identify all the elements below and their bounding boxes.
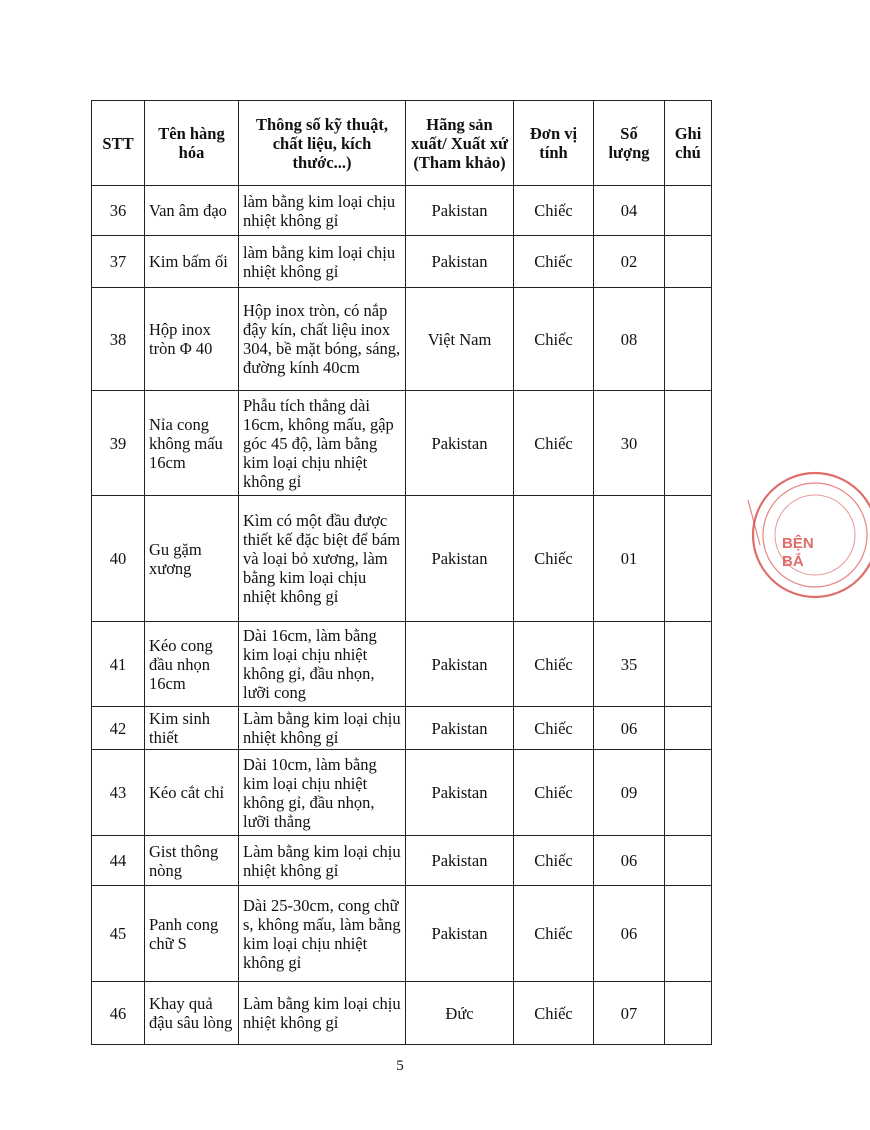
- cell-unit: Chiếc: [514, 750, 594, 836]
- cell-qty: 06: [594, 836, 665, 886]
- cell-stt: 46: [92, 982, 145, 1045]
- table-row: [92, 186, 712, 236]
- cell-note: [665, 391, 712, 496]
- cell-stt: 39: [92, 391, 145, 496]
- header-spec: Thông số kỹ thuật, chất liệu, kích thước...): [239, 101, 406, 186]
- cell-qty: 01: [594, 496, 665, 622]
- cell-brand: Pakistan: [406, 707, 514, 750]
- cell-note: [665, 496, 712, 622]
- cell-brand: Pakistan: [406, 836, 514, 886]
- cell-name: Kim sinh thiết: [145, 707, 239, 750]
- cell-unit: Chiếc: [514, 982, 594, 1045]
- table-row: [92, 236, 712, 288]
- cell-spec: làm bằng kim loại chịu nhiệt không gỉ: [239, 236, 406, 288]
- cell-unit: Chiếc: [514, 496, 594, 622]
- cell-name: Kéo cắt chỉ: [145, 750, 239, 836]
- cell-name: Panh cong chữ S: [145, 886, 239, 982]
- cell-spec: Dài 25-30cm, cong chữ s, không mấu, làm bằng kim loại chịu nhiệt không gỉ: [239, 886, 406, 982]
- cell-stt: 43: [92, 750, 145, 836]
- cell-name: Van âm đạo: [145, 186, 239, 236]
- cell-stt: 44: [92, 836, 145, 886]
- table-row: [92, 288, 712, 391]
- cell-spec: Kìm có một đầu được thiết kế đặc biệt để bám và loại bỏ xương, làm bằng kim loại chịu nhiệt không gỉ: [239, 496, 406, 622]
- cell-spec: Hộp inox tròn, có nắp đậy kín, chất liệu inox 304, bề mặt bóng, sáng, đường kính 40cm: [239, 288, 406, 391]
- table-row: [92, 496, 712, 622]
- cell-brand: Pakistan: [406, 750, 514, 836]
- header-qty: Số lượng: [594, 101, 665, 186]
- cell-qty: 30: [594, 391, 665, 496]
- cell-stt: 36: [92, 186, 145, 236]
- cell-brand: Việt Nam: [406, 288, 514, 391]
- cell-brand: Pakistan: [406, 391, 514, 496]
- cell-unit: Chiếc: [514, 836, 594, 886]
- cell-qty: 02: [594, 236, 665, 288]
- cell-unit: Chiếc: [514, 186, 594, 236]
- header-brand: Hãng sản xuất/ Xuất xứ (Tham khảo): [406, 101, 514, 186]
- cell-stt: 38: [92, 288, 145, 391]
- cell-note: [665, 186, 712, 236]
- cell-name: Kim bấm ối: [145, 236, 239, 288]
- header-stt: STT: [92, 101, 145, 186]
- cell-spec: Làm bằng kim loại chịu nhiệt không gỉ: [239, 707, 406, 750]
- table-row: [92, 707, 712, 750]
- cell-note: [665, 288, 712, 391]
- cell-qty: 09: [594, 750, 665, 836]
- goods-table: [91, 100, 712, 1045]
- cell-brand: Pakistan: [406, 236, 514, 288]
- cell-brand: Pakistan: [406, 886, 514, 982]
- cell-spec: Dài 10cm, làm bằng kim loại chịu nhiệt không gỉ, đầu nhọn, lưỡi thẳng: [239, 750, 406, 836]
- svg-text:BẮ: BẮ: [782, 553, 804, 570]
- cell-spec: Làm bằng kim loại chịu nhiệt không gỉ: [239, 836, 406, 886]
- table-row: [92, 886, 712, 982]
- page-number: 5: [396, 1058, 404, 1074]
- table-row: [92, 622, 712, 707]
- cell-stt: 42: [92, 707, 145, 750]
- cell-note: [665, 750, 712, 836]
- cell-stt: 45: [92, 886, 145, 982]
- header-unit: Đơn vị tính: [514, 101, 594, 186]
- cell-name: Gist thông nòng: [145, 836, 239, 886]
- cell-note: [665, 707, 712, 750]
- cell-unit: Chiếc: [514, 886, 594, 982]
- cell-name: Gu gặm xương: [145, 496, 239, 622]
- cell-note: [665, 622, 712, 707]
- cell-brand: Đức: [406, 982, 514, 1045]
- cell-note: [665, 836, 712, 886]
- cell-spec: Làm bằng kim loại chịu nhiệt không gỉ: [239, 982, 406, 1045]
- cell-unit: Chiếc: [514, 288, 594, 391]
- header-note: Ghi chú: [665, 101, 712, 186]
- table-header-row: [92, 101, 712, 186]
- cell-stt: 37: [92, 236, 145, 288]
- cell-qty: 04: [594, 186, 665, 236]
- table-row: [92, 982, 712, 1045]
- header-name: Tên hàng hóa: [145, 101, 239, 186]
- cell-note: [665, 982, 712, 1045]
- svg-text:BỆN: BỆN: [782, 535, 814, 552]
- cell-note: [665, 236, 712, 288]
- cell-unit: Chiếc: [514, 707, 594, 750]
- cell-stt: 40: [92, 496, 145, 622]
- cell-unit: Chiếc: [514, 391, 594, 496]
- cell-brand: Pakistan: [406, 622, 514, 707]
- cell-spec: Phẫu tích thẳng dài 16cm, không mấu, gập góc 45 độ, làm bằng kim loại chịu nhiệt không gỉ: [239, 391, 406, 496]
- cell-qty: 06: [594, 886, 665, 982]
- cell-unit: Chiếc: [514, 622, 594, 707]
- cell-name: Khay quả đậu sâu lòng: [145, 982, 239, 1045]
- table-row: [92, 750, 712, 836]
- cell-qty: 07: [594, 982, 665, 1045]
- cell-note: [665, 886, 712, 982]
- cell-unit: Chiếc: [514, 236, 594, 288]
- official-seal-stamp: [740, 470, 870, 600]
- cell-qty: 35: [594, 622, 665, 707]
- cell-brand: Pakistan: [406, 186, 514, 236]
- cell-brand: Pakistan: [406, 496, 514, 622]
- cell-name: Nỉa cong không mấu 16cm: [145, 391, 239, 496]
- cell-name: Kéo cong đầu nhọn 16cm: [145, 622, 239, 707]
- cell-stt: 41: [92, 622, 145, 707]
- cell-name: Hộp inox tròn Φ 40: [145, 288, 239, 391]
- cell-spec: Dài 16cm, làm bằng kim loại chịu nhiệt không gỉ, đầu nhọn, lưỡi cong: [239, 622, 406, 707]
- cell-spec: làm bằng kim loại chịu nhiệt không gỉ: [239, 186, 406, 236]
- cell-qty: 06: [594, 707, 665, 750]
- table-row: [92, 836, 712, 886]
- cell-qty: 08: [594, 288, 665, 391]
- table-row: [92, 391, 712, 496]
